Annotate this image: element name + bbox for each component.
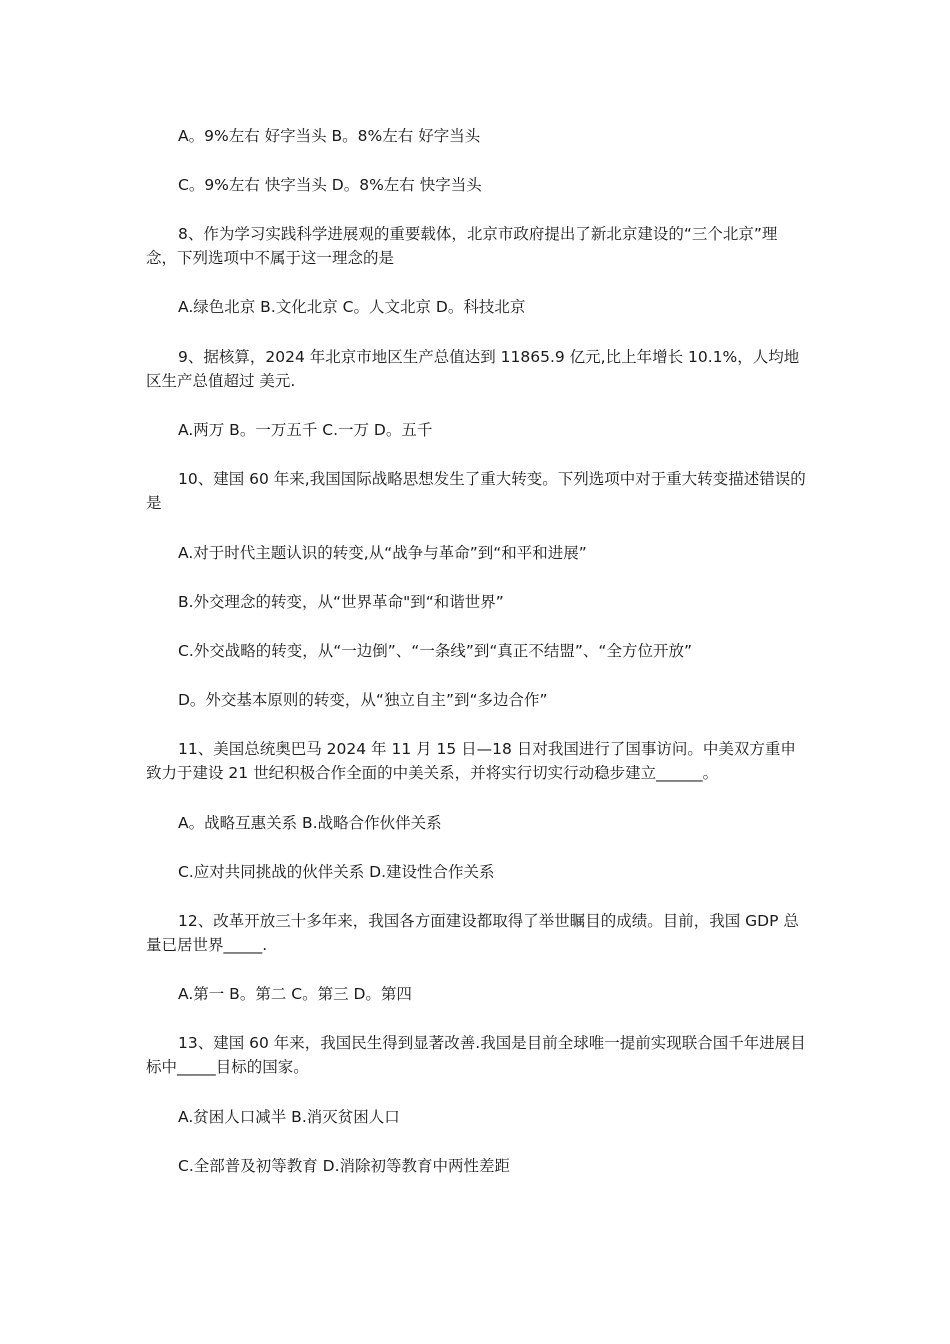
- question-9: 9、据核算，2024 年北京市地区生产总值达到 11865.9 亿元,比上年增长 10.1%，人均地区生产总值超过 美元.: [146, 348, 800, 390]
- option-10b: B.外交理念的转变，从“世界革命"到“和谐世界”: [178, 593, 504, 611]
- question-11: 11、美国总统奥巴马 2024 年 11 月 15 日—18 日对我国进行了国事访问。中美双方重申致力于建设 21 世纪积极合作全面的中美关系，并将实行切实行动稳步建立______。: [146, 740, 796, 782]
- options-13a: A.贫困人口减半 B.消灭贫困人口: [178, 1108, 400, 1126]
- question-13: 13、建国 60 年来，我国民生得到显著改善.我国是目前全球唯一提前实现联合国千年进展目标中_____目标的国家。: [146, 1034, 806, 1076]
- option-10d: D。外交基本原则的转变，从“独立自主”到“多边合作”: [178, 691, 548, 709]
- question-8: 8、作为学习实践科学进展观的重要载体，北京市政府提出了新北京建设的“三个北京”理念，下列选项中不属于这一理念的是: [146, 225, 778, 267]
- options-8: A.绿色北京 B.文化北京 C。人文北京 D。科技北京: [178, 298, 526, 316]
- options-11b: C.应对共同挑战的伙伴关系 D.建设性合作关系: [178, 863, 495, 881]
- options-11a: A。战略互惠关系 B.战略合作伙伴关系: [178, 814, 442, 832]
- options-9: A.两万 B。一万五千 C.一万 D。五千: [178, 421, 433, 439]
- options-12: A.第一 B。第二 C。第三 D。第四: [178, 985, 412, 1003]
- options-13b: C.全部普及初等教育 D.消除初等教育中两性差距: [178, 1157, 511, 1175]
- option-line-7b: C。9%左右 快字当头 D。8%左右 快字当头: [178, 176, 482, 194]
- option-10c: C.外交战略的转变，从“一边倒”、“一条线”到“真正不结盟”、“全方位开放”: [178, 642, 692, 660]
- option-line-7a: A。9%左右 好字当头 B。8%左右 好字当头: [178, 127, 481, 145]
- question-12: 12、改革开放三十多年来，我国各方面建设都取得了举世瞩目的成绩。目前，我国 GDP 总量已居世界_____.: [146, 912, 799, 954]
- option-10a: A.对于时代主题认识的转变,从“战争与革命”到“和平和进展”: [178, 544, 587, 562]
- question-10: 10、建国 60 年来,我国国际战略思想发生了重大转变。下列选项中对于重大转变描述错误的是: [146, 470, 806, 512]
